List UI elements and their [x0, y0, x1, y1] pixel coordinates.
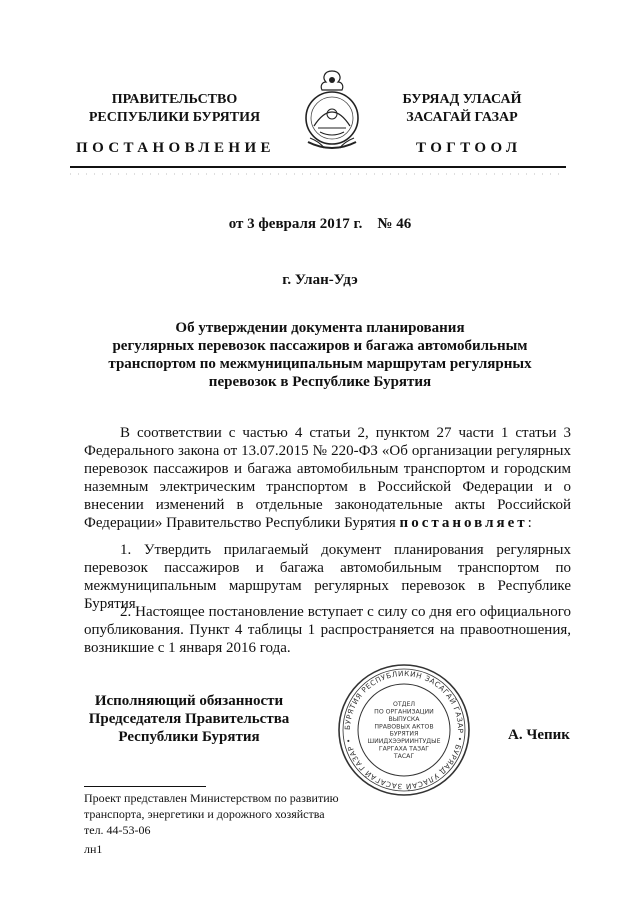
header-divider — [70, 166, 566, 168]
date-and-number: от 3 февраля 2017 г. № 46 — [228, 216, 412, 232]
decree-colon: : — [527, 515, 532, 531]
header-right-line2: ЗАСАГАЙ ГАЗАР — [406, 110, 518, 125]
decree-word: постановляет — [399, 515, 528, 531]
title-line3: транспортом по межмуниципальным маршрутам регулярных — [108, 356, 532, 372]
position-line2: Председателя Правительства — [88, 711, 290, 727]
stamp-center-line: ПРАВОВЫХ АКТОВ — [374, 723, 434, 731]
title-line4: перевозок в Республике Бурятия — [208, 374, 432, 390]
footer-line1: Проект представлен Министерством по развитию — [84, 791, 339, 805]
signatory-name: А. Чепик — [508, 727, 570, 743]
official-seal-stamp — [336, 662, 472, 798]
stamp-center-line: БУРЯТИЯ — [389, 730, 419, 738]
coat-of-arms-emblem — [300, 68, 364, 154]
footer-line3: тел. 44-53-06 — [84, 823, 151, 837]
item-2-paragraph: 2. Настоящее постановление вступает с силу со дня его официального опубликования. Пункт 4 таблицы 1 распространяется на правоотношения, возникшие с 1 января 2016 года. — [84, 604, 571, 656]
position-line1: Исполняющий обязанности — [94, 693, 284, 709]
header-dotted-line — [70, 170, 566, 178]
header-left-line1: ПРАВИТЕЛЬСТВО — [111, 92, 238, 107]
document-title — [100, 319, 540, 391]
header-right-line1: БУРЯАД УЛАСАЙ — [402, 92, 522, 107]
item-1-paragraph: 1. Утвердить прилагаемый документ планирования регулярных перевозок пассажиров и багажа автомобильным транспортом по межмуниципальным маршрутам регулярных перевозок в Республике Бурятия. — [84, 542, 571, 612]
footer-note — [84, 790, 339, 838]
signatory-position — [84, 692, 294, 746]
stamp-center-line: ВЫПУСКА — [388, 715, 420, 723]
doc-type-left: ПОСТАНОВЛЕНИЕ — [76, 140, 275, 156]
footer-divider — [84, 786, 206, 787]
position-line3: Республики Бурятия — [118, 729, 260, 745]
stamp-center-line: ОТДЕЛ — [392, 701, 416, 709]
stamp-center-line: ТАСАГ — [393, 752, 415, 760]
preamble-text: В соответствии с частью 4 статьи 2, пунктом 27 части 1 статьи 3 Федерального закона от 13.07.2015 № 220-ФЗ «Об организации регулярных перевозок пассажиров и багажа автомобильным транспортом и городским наземным электрическим транспортом в Российской Федерации и о внесении изменений в отдельные законодательные акты Российской Федерации» Правительство Республики Бурятия — [84, 425, 571, 531]
city: г. Улан-Удэ — [282, 272, 358, 288]
header-left-line2: РЕСПУБЛИКИ БУРЯТИЯ — [88, 110, 261, 125]
header-right-org — [372, 91, 552, 127]
doc-type-right: ТОГТООЛ — [416, 140, 522, 156]
svg-text:БУРЯТИЯ РЕСПУБЛИКИН ЗАСАГАЙ ГА: БУРЯТИЯ РЕСПУБЛИКИН ЗАСАГАЙ ГАЗАР • БУРЯАД УЛАСАЙ ЗАСАГАЙ ГАЗАР • — [342, 668, 466, 792]
footer-line2: транспорта, энергетики и дорожного хозяйства — [84, 807, 325, 821]
stamp-center-line: ПО ОРГАНИЗАЦИИ — [374, 708, 434, 716]
doc-code: лн1 — [84, 842, 103, 856]
stamp-center-line: ГАРГАХА ТАЗАГ — [378, 745, 430, 753]
preamble-paragraph — [84, 424, 571, 532]
stamp-center-line: ШИИДХЭЭРИИНТУДЫЕ — [367, 738, 441, 746]
title-line2: регулярных перевозок пассажиров и багажа автомобильным — [112, 338, 528, 354]
title-line1: Об утверждении документа планирования — [175, 320, 465, 336]
header-left-org — [72, 91, 277, 127]
